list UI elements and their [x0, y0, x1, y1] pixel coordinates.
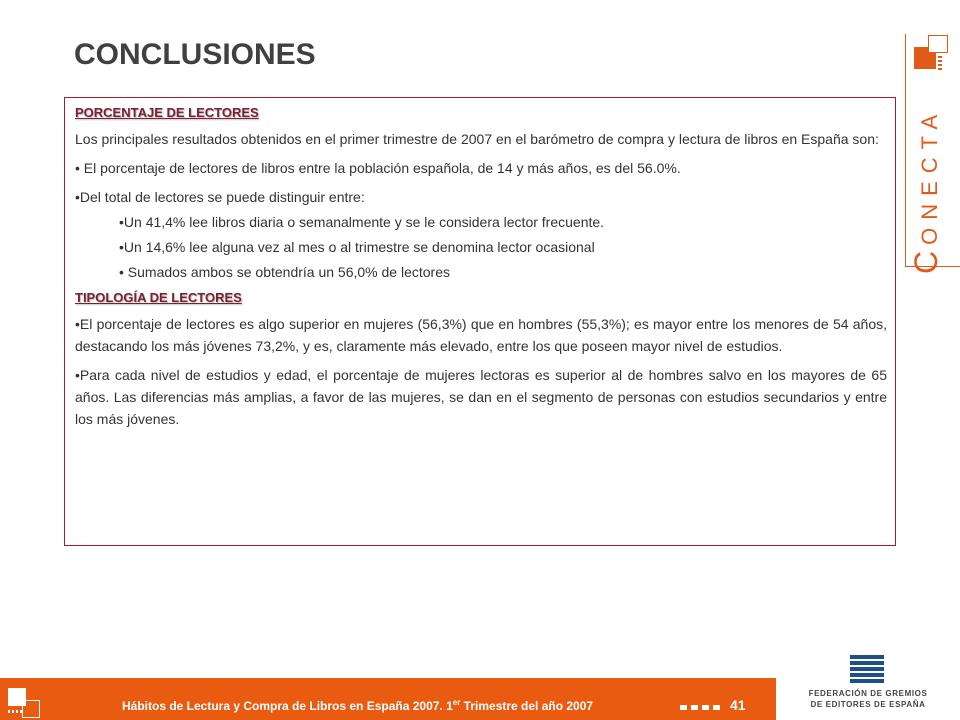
- federation-name: [806, 688, 930, 710]
- footer-caption-main: Hábitos de Lectura y Compra de Libros en España 2007. 1: [122, 699, 453, 713]
- logo-rest-letters: ONECTA: [917, 106, 942, 245]
- footer-caption-sup: er: [452, 698, 461, 707]
- federation-name-line1: FEDERACIÓN DE GREMIOS: [808, 689, 928, 698]
- logo-first-letter: C: [908, 244, 944, 274]
- footer-dots-icon: [8, 710, 24, 713]
- intro-paragraph: Los principales resultados obtenidos en el primer trimestre de 2007 en el barómetro de compra y lectura de libros en España son:: [75, 131, 879, 147]
- bullet-paragraph: • El porcentaje de lectores de libros entre la población española, de 14 y más años, es del 56.0%.: [75, 160, 681, 176]
- bullet-paragraph: •Del total de lectores se puede distinguir entre:: [75, 189, 365, 205]
- footer-logo-icon: [8, 688, 40, 720]
- bullet-paragraph: •Para cada nivel de estudios y edad, el porcentaje de mujeres lectoras es superior al de hombres salvo en los mayores de 65 años. Las diferencias más amplias, a favor de las mujeres, se dan en el segmento de personas con estudios secundarios y entre los más jóvenes.: [75, 367, 887, 427]
- logo-dots-icon: [938, 56, 942, 72]
- footer-outline-square-icon: [22, 700, 40, 718]
- bullet-paragraph: •El porcentaje de lectores es algo superior en mujeres (56,3%) que en hombres (55,3%); es mayor entre los menores de 54 años, destacando los más jóvenes 73,2%, y es, claramente más elevado, entre los que poseen mayor nivel de estudios.: [75, 316, 887, 354]
- sub-bullet: • Sumados ambos se obtendría un 56,0% de lectores: [119, 264, 450, 280]
- page-number: 41: [730, 697, 746, 713]
- page-title: CONCLUSIONES: [74, 38, 316, 71]
- footer-dots-decoration: [680, 705, 720, 710]
- conclusions-box: [64, 97, 896, 546]
- federation-name-line2: DE EDITORES DE ESPAÑA: [810, 700, 926, 709]
- section-heading-lectores: PORCENTAJE DE LECTORES: [75, 105, 259, 120]
- sub-bullet: •Un 14,6% lee alguna vez al mes o al trimestre se denomina lector ocasional: [119, 239, 595, 255]
- sub-bullet: •Un 41,4% lee libros diaria o semanalmente y se le considera lector frecuente.: [119, 214, 605, 230]
- logo-outline-square-icon: [928, 35, 948, 53]
- conecta-logo: [902, 30, 960, 274]
- section-heading-tipologia: TIPOLOGÍA DE LECTORES: [75, 290, 242, 305]
- federation-emblem-icon: [850, 655, 884, 683]
- footer-caption: [122, 698, 593, 713]
- logo-vertical-line: [905, 34, 906, 266]
- logo-wordmark: [908, 107, 945, 274]
- footer-caption-end: Trimestre del año 2007: [460, 699, 594, 713]
- federation-logo: [800, 655, 930, 715]
